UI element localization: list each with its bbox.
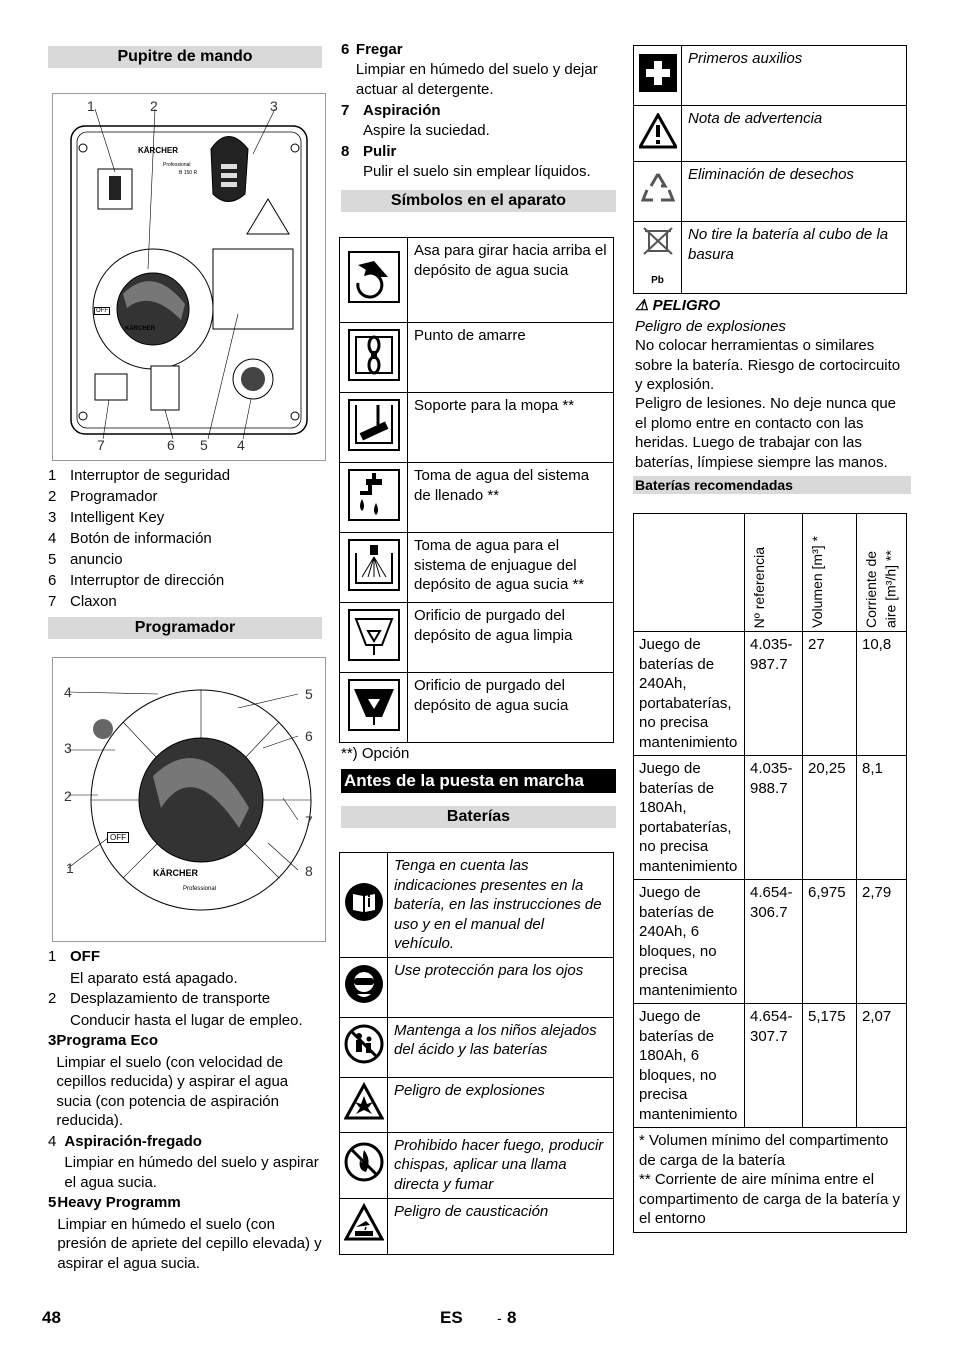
table-row: Soporte para la mopa **	[340, 393, 614, 463]
fig1-label-7: 7	[97, 437, 105, 453]
list-item: 4 Botón de información	[48, 530, 212, 547]
recommended-batteries-table	[633, 513, 907, 1233]
chain-icon	[348, 329, 400, 381]
table-row: Pb No tire la batería al cubo de la basura	[634, 222, 907, 294]
list-item: 1 Interruptor de seguridad	[48, 467, 231, 484]
fig2-label-5: 5	[305, 686, 313, 702]
language-code: ES	[440, 1308, 463, 1327]
program-selector-figure	[52, 657, 326, 942]
explosion-icon	[344, 1082, 384, 1122]
mop-holder-icon	[348, 399, 400, 451]
section-title-programador: Programador	[48, 617, 322, 639]
option-note: **) Opción	[341, 745, 410, 762]
footer-dash: -	[497, 1310, 502, 1326]
table-note-row	[634, 1128, 907, 1233]
table-row: Juego de baterías de 180Ah, portabaterías, no precisa mantenimiento 4.035-988.7 20,25 8,1	[634, 756, 907, 880]
table-row: Juego de baterías de 240Ah, 6 bloques, no precisa mantenimiento 4.654-306.7 6,975 2,79	[634, 880, 907, 1004]
fig2-label-7: 7	[305, 813, 313, 829]
table-row: Prohibido hacer fuego, producir chispas, aplicar una llama directa y fumar	[340, 1132, 614, 1198]
fig1-brand-logo: KÄRCHER	[138, 146, 178, 155]
fig2-brand-sub: Professional	[183, 886, 217, 892]
device-symbols-table	[339, 237, 614, 743]
fig2-label-3: 3	[64, 740, 72, 756]
fig2-label-1: 1	[66, 860, 74, 876]
section-title-baterias-recomendadas: Baterías recomendadas	[633, 476, 911, 494]
fig1-label-6: 6	[167, 437, 175, 453]
table-row: Nota de advertencia	[634, 106, 907, 162]
fig1-off-label: OFF	[96, 308, 108, 314]
list-item: 2 Desplazamiento de transporte Conducir hasta el lugar de empleo.	[48, 990, 303, 1029]
fig1-label-1: 1	[87, 98, 95, 114]
header-corriente: Corriente de aire [m³/h] **	[863, 550, 899, 628]
table-footnote: * Volumen mínimo del compartimento de carga de la batería ** Corriente de aire mínima entre el compartimento de carga de la batería y el entorno	[634, 1128, 907, 1233]
fig2-label-8: 8	[305, 863, 313, 879]
fig1-brand-sub: Professional	[163, 162, 191, 168]
pb-label: Pb	[651, 274, 664, 286]
table-row: Orificio de purgado del depósito de agua sucia	[340, 673, 614, 743]
table-row: Toma de agua del sistema de llenado **	[340, 463, 614, 533]
fig2-label-6: 6	[305, 728, 313, 744]
list-item: 3 Intelligent Key	[48, 509, 165, 526]
list-item: 1 OFF El aparato está apagado.	[48, 948, 238, 987]
program-list-continued	[341, 40, 616, 182]
caustic-icon	[344, 1203, 384, 1243]
list-item: 2 Programador	[48, 488, 158, 505]
peligro-text-1: No colocar herramientas o similares sobre la batería. Riesgo de cortocircuito y explosión.	[635, 337, 901, 393]
list-item: 5 Heavy Programm Limpiar en húmedo el suelo (con presión de apriete del cepillo elevada) y aspirar el agua sucia.	[48, 1194, 322, 1272]
table-header-row	[634, 514, 907, 632]
table-row: Toma de agua para el sistema de enjuague del depósito de agua sucia **	[340, 533, 614, 603]
list-item: 3 Programa Eco Limpiar el suelo (con velocidad de cepillos reducida) y aspirar el agua sucia (con potencia de aspiración reducida).	[48, 1032, 289, 1129]
section-page-number: 8	[507, 1308, 517, 1327]
peligro-text-2: Peligro de lesiones. No deje nunca que el plomo entre en contacto con las heridas. Luego de trabajar con las baterías, límpiese siempre las manos.	[635, 395, 897, 471]
section-title-pupitre: Pupitre de mando	[48, 46, 322, 68]
list-item: 8 Pulir Pulir el suelo sin emplear líquidos.	[341, 143, 591, 180]
fig1-model: B 150 R	[179, 170, 198, 176]
programador-list	[48, 947, 326, 1273]
drain-clean-icon	[348, 609, 400, 661]
table-row: Peligro de explosiones	[340, 1077, 614, 1132]
table-row: Tenga en cuenta las indicaciones presentes en la batería, en las instrucciones de uso y en el manual del vehículo.	[340, 853, 614, 958]
table-row: Peligro de causticación	[340, 1198, 614, 1254]
peligro-subtitle: Peligro de explosiones	[635, 318, 786, 335]
warning-icon	[639, 113, 677, 149]
fig1-label-4: 4	[237, 437, 245, 453]
no-fire-icon	[344, 1142, 384, 1182]
fig1-dial-brand: KÄRCHER	[125, 326, 155, 332]
list-item: 6 Fregar Limpiar en húmedo del suelo y dejar actuar al detergente.	[341, 41, 598, 98]
water-tap-icon	[348, 469, 400, 521]
fig2-label-4: 4	[64, 684, 72, 700]
header-referencia: Nº referencia	[751, 546, 767, 628]
list-item: 7 Aspiración Aspire la suciedad.	[341, 102, 490, 139]
fig2-brand-logo: KÄRCHER	[153, 868, 198, 878]
header-volumen: Volumen [m³] *	[809, 536, 825, 628]
table-row: Eliminación de desechos	[634, 162, 907, 222]
list-item: 7 Claxon	[48, 593, 117, 610]
battery-warnings-table	[339, 852, 614, 1255]
drain-dirty-icon	[348, 679, 400, 731]
table-row: Primeros auxilios	[634, 46, 907, 106]
tank-tilt-icon	[348, 251, 400, 303]
table-row: Juego de baterías de 240Ah, portabaterías, no precisa mantenimiento 4.035-987.7 27 10,8	[634, 632, 907, 756]
table-row: Juego de baterías de 180Ah, 6 bloques, no precisa mantenimiento 4.654-307.7 5,175 2,07	[634, 1004, 907, 1128]
list-item: 4 Aspiración-fregado Limpiar en húmedo del suelo y aspirar el agua sucia.	[48, 1132, 319, 1191]
section-title-simbolos: Símbolos en el aparato	[341, 190, 616, 212]
peligro-heading: ⚠ PELIGRO	[635, 297, 721, 314]
first-aid-icon	[639, 54, 677, 92]
danger-icon: ⚠	[635, 297, 649, 314]
list-item: 5 anuncio	[48, 551, 123, 568]
program-selector-drawing	[53, 658, 325, 941]
recycle-icon	[639, 170, 677, 208]
section-title-antes: Antes de la puesta en marcha	[341, 769, 616, 793]
rinse-icon	[348, 539, 400, 591]
children-icon	[344, 1024, 384, 1064]
fig1-label-5: 5	[200, 437, 208, 453]
manual-icon	[344, 882, 384, 922]
table-row: Mantenga a los niños alejados del ácido y las baterías	[340, 1017, 614, 1077]
no-bin-icon	[639, 225, 677, 265]
goggles-icon	[344, 964, 384, 1004]
page-number: 48	[42, 1308, 61, 1327]
fig2-label-2: 2	[64, 788, 72, 804]
section-title-baterias: Baterías	[341, 806, 616, 828]
pupitre-list	[48, 465, 328, 612]
table-row: Use protección para los ojos	[340, 957, 614, 1017]
table-row: Asa para girar hacia arriba el depósito de agua sucia	[340, 238, 614, 323]
fig1-label-3: 3	[270, 98, 278, 114]
control-panel-drawing	[53, 94, 325, 460]
table-row: Orificio de purgado del depósito de agua limpia	[340, 603, 614, 673]
battery-symbols-table	[633, 45, 907, 294]
fig1-label-2: 2	[150, 98, 158, 114]
control-panel-figure	[52, 93, 326, 461]
table-row: Punto de amarre	[340, 323, 614, 393]
fig2-off-label: OFF	[107, 832, 129, 843]
list-item: 6 Interruptor de dirección	[48, 572, 225, 589]
